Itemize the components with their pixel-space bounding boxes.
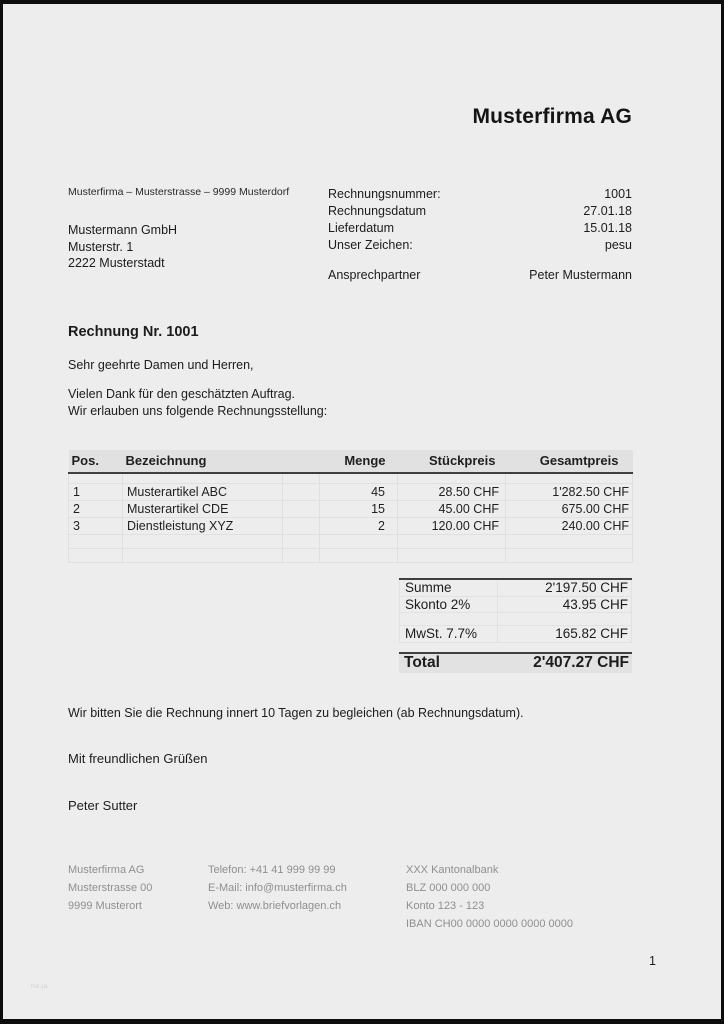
- page-number: 1: [649, 954, 656, 968]
- summary-row-empty: [399, 613, 632, 626]
- header-description: Bezeichnung: [123, 450, 283, 473]
- summary-value: 43.95 CHF: [562, 596, 628, 612]
- header-total-price: Gesamtpreis: [506, 450, 633, 473]
- recipient-city: 2222 Musterstadt: [68, 256, 165, 270]
- footer-contact: [208, 861, 406, 933]
- item-row-1: [69, 483, 633, 500]
- footer-bank: [406, 861, 632, 933]
- item-quantity: 2: [320, 517, 398, 534]
- meta-value: 1001: [604, 187, 632, 201]
- closing-phrase: Mit freundlichen Grüßen: [68, 751, 208, 766]
- company-name: Musterfirma AG: [472, 105, 632, 128]
- address-meta-section: [68, 186, 632, 284]
- meta-row-delivery-date: [328, 220, 632, 237]
- watermark: hd.ja: [31, 983, 48, 990]
- spacer-row: [69, 473, 633, 483]
- item-unit-price: 28.50 CHF: [398, 483, 506, 500]
- recipient-name: Mustermann GmbH: [68, 223, 178, 237]
- meta-label: Rechnungsnummer:: [328, 187, 441, 201]
- header-quantity: Menge: [320, 450, 398, 473]
- footer-bank-name: XXX Kantonalbank: [406, 864, 499, 876]
- meta-label: Rechnungsdatum: [328, 204, 426, 218]
- meta-label: Lieferdatum: [328, 221, 395, 235]
- meta-row-invoice-number: [328, 186, 632, 203]
- summary-row-vat: [399, 626, 632, 643]
- total-value: 2'407.27 CHF: [533, 654, 629, 671]
- recipient-address: [68, 222, 328, 272]
- recipient-block: [68, 186, 328, 284]
- intro-line-2: Wir erlauben uns folgende Rechnungsstellung:: [68, 403, 328, 418]
- payment-note: Wir bitten Sie die Rechnung innert 10 Tagen zu begleichen (ab Rechnungsdatum).: [68, 706, 524, 720]
- footer-iban: IBAN CH00 0000 0000 0000 0000: [406, 918, 573, 930]
- footer-blz: BLZ 000 000 000: [406, 882, 491, 894]
- item-spacer: [283, 517, 320, 534]
- meta-value: Peter Mustermann: [529, 268, 632, 282]
- intro-paragraph: [68, 386, 327, 419]
- item-description: Dienstleistung XYZ: [123, 517, 283, 534]
- subject-line: Rechnung Nr. 1001: [68, 324, 199, 340]
- subtotal-grid: [399, 578, 632, 643]
- meta-row-contact-person: [328, 267, 632, 284]
- footer-account: Konto 123 - 123: [406, 900, 485, 912]
- footer-phone: Telefon: +41 41 999 99 99: [208, 864, 336, 876]
- summary-value: 165.82 CHF: [555, 626, 628, 642]
- summary-label: MwSt. 7.7%: [400, 626, 498, 642]
- item-total-price: 675.00 CHF: [506, 500, 633, 517]
- meta-row-invoice-date: [328, 203, 632, 220]
- footer-street: Musterstrasse 00: [68, 882, 153, 894]
- header-unit-price: Stückpreis: [398, 450, 506, 473]
- footer-company: Musterfirma AG: [68, 864, 145, 876]
- summary-row-subtotal: [399, 580, 632, 597]
- empty-row: [69, 548, 633, 562]
- empty-row: [69, 534, 633, 548]
- item-quantity: 15: [320, 500, 398, 517]
- item-row-2: [69, 500, 633, 517]
- summary-value: 2'197.50 CHF: [545, 580, 628, 596]
- recipient-street: Musterstr. 1: [68, 239, 134, 254]
- item-quantity: 45: [320, 483, 398, 500]
- item-spacer: [283, 500, 320, 517]
- item-row-3: [69, 517, 633, 534]
- item-total-price: 240.00 CHF: [506, 517, 633, 534]
- total-label: Total: [404, 654, 440, 671]
- item-unit-price: 45.00 CHF: [398, 500, 506, 517]
- item-pos: 1: [69, 483, 123, 500]
- invoice-meta-block: [328, 186, 632, 284]
- item-description: Musterartikel CDE: [123, 500, 283, 517]
- letter-body: [68, 357, 327, 419]
- item-spacer: [283, 483, 320, 500]
- summary-label: Summe: [400, 580, 498, 596]
- meta-label: Unser Zeichen:: [328, 238, 413, 252]
- footer-city: 9999 Musterort: [68, 900, 142, 912]
- grand-total-row: [399, 652, 632, 673]
- items-table: [68, 450, 633, 563]
- meta-value: 27.01.18: [583, 204, 632, 218]
- item-total-price: 1'282.50 CHF: [506, 483, 633, 500]
- meta-row-reference: [328, 237, 632, 254]
- item-pos: 3: [69, 517, 123, 534]
- salutation: Sehr geehrte Damen und Herren,: [68, 358, 254, 372]
- meta-value: pesu: [604, 238, 632, 252]
- intro-line-1: Vielen Dank für den geschätzten Auftrag.: [68, 387, 296, 401]
- footer-web: Web: www.briefvorlagen.ch: [208, 900, 342, 912]
- meta-value: 15.01.18: [583, 221, 632, 235]
- footer-email: E-Mail: info@musterfirma.ch: [208, 882, 347, 894]
- footer: [68, 861, 632, 933]
- summary-label: Skonto 2%: [400, 597, 498, 613]
- sender-line: Musterfirma – Musterstrasse – 9999 Musterdorf: [68, 186, 290, 198]
- item-pos: 2: [69, 500, 123, 517]
- signature-name: Peter Sutter: [68, 798, 138, 813]
- items-header-row: [69, 450, 633, 473]
- meta-label: Ansprechpartner: [328, 268, 421, 282]
- summary-row-discount: [399, 597, 632, 614]
- item-description: Musterartikel ABC: [123, 483, 283, 500]
- header-pos: Pos.: [69, 450, 123, 473]
- header-spacer: [283, 450, 320, 473]
- item-unit-price: 120.00 CHF: [398, 517, 506, 534]
- footer-address: [68, 861, 208, 933]
- totals-summary: [399, 578, 632, 673]
